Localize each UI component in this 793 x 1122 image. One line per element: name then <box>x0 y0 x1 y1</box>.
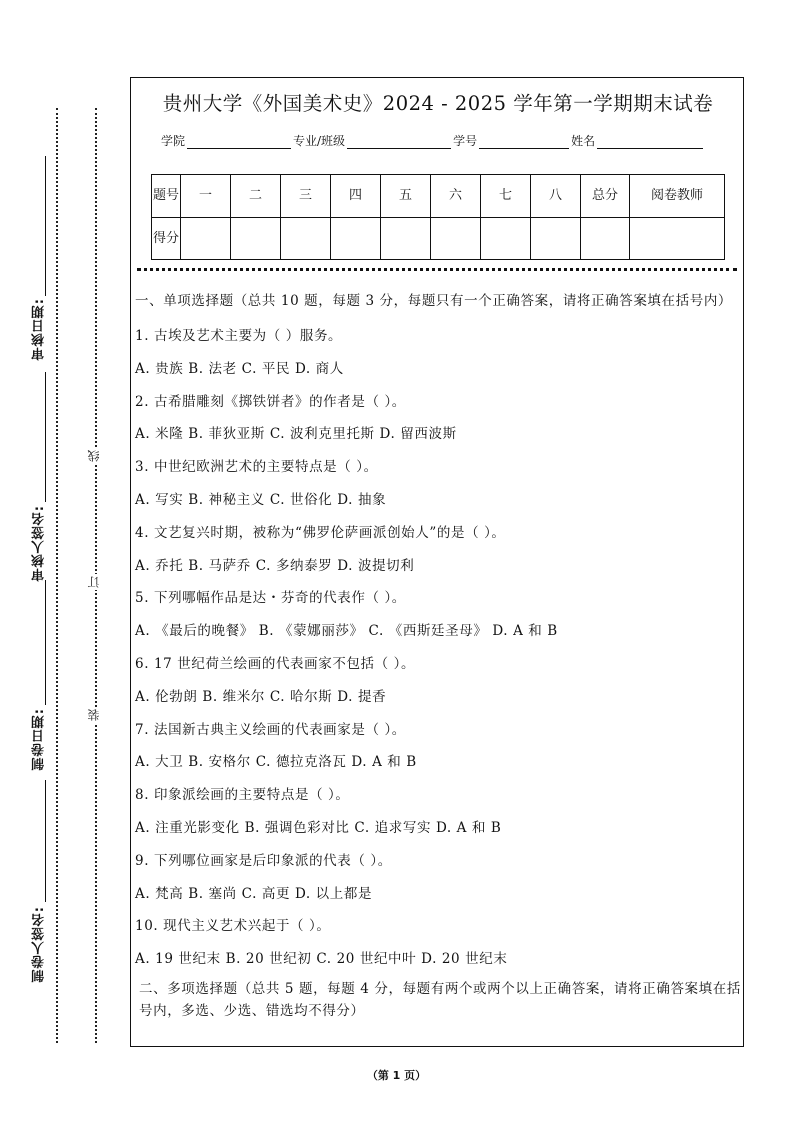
exam-sheet <box>130 77 744 1047</box>
score-cell-8[interactable] <box>531 217 581 260</box>
major-class-label: 专业/班级 <box>293 134 346 148</box>
college-blank[interactable] <box>187 134 291 149</box>
question-1: 1. 古埃及艺术主要为（ ）服务。 <box>135 328 343 344</box>
score-label: 得分 <box>152 217 181 260</box>
score-table <box>151 174 725 260</box>
question-number-label: 题号 <box>152 175 181 218</box>
col-4: 四 <box>331 175 381 218</box>
maker-sign-label: 制卷人签名: <box>32 906 47 983</box>
question-8: 8. 印象派绘画的主要特点是（ ）。 <box>135 787 350 804</box>
question-6-options: A. 伦勃朗 B. 维米尔 C. 哈尔斯 D. 提香 <box>135 688 387 705</box>
question-5-options: A. 《最后的晚餐》 B. 《蒙娜丽莎》 C. 《西斯廷圣母》 D. A 和 B <box>135 623 558 640</box>
name-blank[interactable] <box>597 134 703 149</box>
binding-margin <box>0 0 128 1122</box>
col-total: 总分 <box>581 175 630 218</box>
question-7-options: A. 大卫 B. 安格尔 C. 德拉克洛瓦 D. A 和 B <box>135 754 417 771</box>
question-5: 5. 下列哪幅作品是达・芬奇的代表作（ ）。 <box>135 590 406 607</box>
page-number: （第 1 页） <box>366 1069 427 1082</box>
reviewer-sign-blank[interactable] <box>45 372 46 502</box>
question-6: 6. 17 世纪荷兰绘画的代表画家不包括（ ）。 <box>135 655 416 672</box>
score-cell-3[interactable] <box>281 217 331 260</box>
score-cell-grader[interactable] <box>630 217 725 260</box>
col-7: 七 <box>481 175 531 218</box>
review-date-blank[interactable] <box>45 156 46 296</box>
col-5: 五 <box>381 175 431 218</box>
binding-mark-zhuang: 装 <box>87 709 101 721</box>
col-6: 六 <box>431 175 481 218</box>
score-cell-4[interactable] <box>331 217 381 260</box>
binding-mark-line: 线 <box>87 450 101 462</box>
binding-dotted-line-outer <box>56 108 58 1043</box>
question-2: 2. 古希腊雕刻《掷铁饼者》的作者是（ ）。 <box>135 393 406 410</box>
question-8-options: A. 注重光影变化 B. 强调色彩对比 C. 追求写实 D. A 和 B <box>135 819 502 836</box>
score-cell-6[interactable] <box>431 217 481 260</box>
col-2: 二 <box>231 175 281 218</box>
question-10: 10. 现代主义艺术兴起于（ ）。 <box>135 918 331 935</box>
maker-date-blank[interactable] <box>45 580 46 705</box>
question-3-options: A. 写实 B. 神秘主义 C. 世俗化 D. 抽象 <box>135 491 387 508</box>
section-1-heading: 一、单项选择题（总共 10 题，每题 3 分，每题只有一个正确答案，请将正确答案填在括号内） <box>135 293 733 309</box>
dotted-separator <box>137 268 737 271</box>
question-2-options: A. 米隆 B. 菲狄亚斯 C. 波利克里托斯 D. 留西波斯 <box>135 426 457 443</box>
col-8: 八 <box>531 175 581 218</box>
binding-mark-ding: 订 <box>87 576 101 588</box>
score-cell-total[interactable] <box>581 217 630 260</box>
student-id-blank[interactable] <box>479 134 569 149</box>
col-3: 三 <box>281 175 331 218</box>
reviewer-sign-label: 审核人签名: <box>32 505 47 582</box>
review-date-label: 审核日期: <box>32 298 47 361</box>
question-9-options: A. 梵高 B. 塞尚 C. 高更 D. 以上都是 <box>135 885 373 902</box>
score-cell-5[interactable] <box>381 217 431 260</box>
name-label: 姓名 <box>571 134 596 148</box>
question-4: 4. 文艺复兴时期，被称为“佛罗伦萨画派创始人”的是（ ）。 <box>135 524 506 541</box>
col-1: 一 <box>181 175 231 218</box>
score-table-header-row <box>152 175 725 218</box>
question-4-options: A. 乔托 B. 马萨乔 C. 多纳泰罗 D. 波提切利 <box>135 557 415 574</box>
maker-sign-blank[interactable] <box>45 780 46 902</box>
question-10-options: A. 19 世纪末 B. 20 世纪初 C. 20 世纪中叶 D. 20 世纪末 <box>135 951 508 968</box>
col-grader: 阅卷教师 <box>630 175 725 218</box>
exam-title: 贵州大学《外国美术史》2024 - 2025 学年第一学期期末试卷 <box>162 92 714 115</box>
major-class-blank[interactable] <box>347 134 451 149</box>
student-info-row <box>161 132 705 149</box>
score-cell-2[interactable] <box>231 217 281 260</box>
score-cell-7[interactable] <box>481 217 531 260</box>
score-cell-1[interactable] <box>181 217 231 260</box>
question-1-options: A. 贵族 B. 法老 C. 平民 D. 商人 <box>135 360 344 377</box>
student-id-label: 学号 <box>453 134 478 148</box>
section-2-heading: 二、多项选择题（总共 5 题，每题 4 分，每题有两个或两个以上正确答案，请将正确答案填在括号内，多选、少选、错选均不得分） <box>139 980 741 1019</box>
exam-content <box>135 290 741 1022</box>
college-label: 学院 <box>161 134 186 148</box>
question-3: 3. 中世纪欧洲艺术的主要特点是（ ）。 <box>135 459 378 476</box>
score-table-score-row <box>152 217 725 260</box>
question-7: 7. 法国新古典主义绘画的代表画家是（ ）。 <box>135 721 406 738</box>
maker-date-label: 制卷日期: <box>32 708 47 771</box>
question-9: 9. 下列哪位画家是后印象派的代表（ ）。 <box>135 852 392 869</box>
